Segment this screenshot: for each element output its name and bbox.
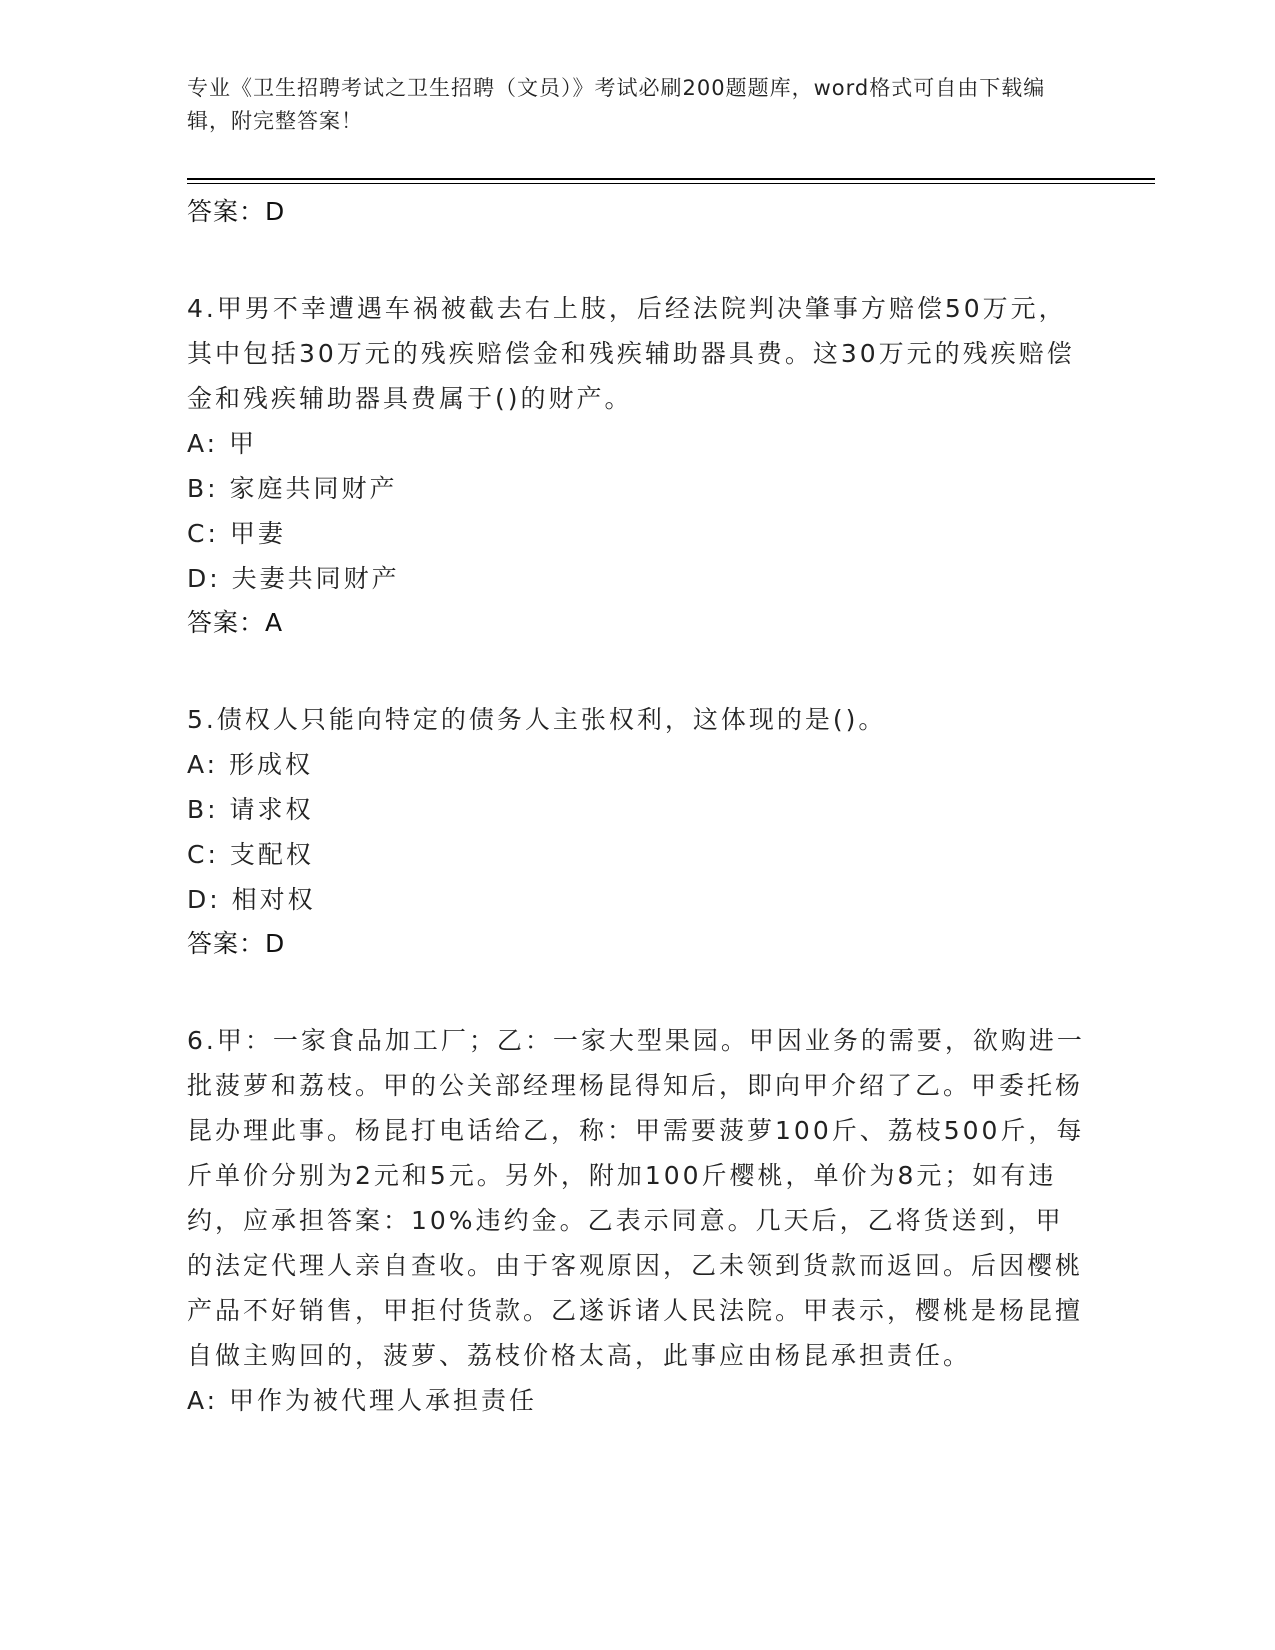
question-5-option-d: D: 相对权 [187,885,316,914]
question-6-option-a: A: 甲作为被代理人承担责任 [187,1386,538,1415]
question-5-answer: 答案：D [187,929,286,958]
question-content [187,190,1087,1423]
question-5: 5.债权人只能向特定的债务人主张权利，这体现的是()。 [187,705,887,734]
question-5-option-a: A: 形成权 [187,750,314,779]
previous-answer: 答案：D [187,197,286,226]
question-4-answer: 答案：A [187,608,284,637]
question-6: 6.甲：一家食品加工厂；乙：一家大型果园。甲因业务的需要，欲购进一批菠萝和荔枝。甲的公关部经理杨昆得知后，即向甲介绍了乙。甲委托杨昆办理此事。杨昆打电话给乙，称：甲需要菠萝100斤、荔枝500斤，每斤单价分别为2元和5元。另外，附加100斤樱桃，单价为8元；如有违约，应承担答案：10%违约金。乙表示同意。几天后，乙将货送到，甲的法定代理人亲自查收。由于客观原因，乙未领到货款而返回。后因樱桃产品不好销售，甲拒付货款。乙遂诉诸人民法院。甲表示，樱桃是杨昆擅自做主购回的，菠萝、荔枝价格太高，此事应由杨昆承担责任。 [187,1026,1085,1370]
question-4-option-c: C: 甲妻 [187,519,286,548]
question-4-option-d: D: 夫妻共同财产 [187,564,400,593]
header-divider-thin [187,183,1155,184]
question-4-option-a: A: 甲 [187,429,258,458]
document-header: 专业《卫生招聘考试之卫生招聘（文员）》考试必刷200题题库，word格式可自由下载编辑，附完整答案！ [187,76,1046,133]
question-5-option-b: B: 请求权 [187,795,314,824]
question-4: 4.甲男不幸遭遇车祸被截去右上肢，后经法院判决肇事方赔偿50万元，其中包括30万元的残疾赔偿金和残疾辅助器具费。这30万元的残疾赔偿金和残疾辅助器具费属于()的财产。 [187,294,1075,413]
question-4-option-b: B: 家庭共同财产 [187,474,398,503]
question-5-option-c: C: 支配权 [187,840,314,869]
header-divider-thick [187,178,1155,180]
